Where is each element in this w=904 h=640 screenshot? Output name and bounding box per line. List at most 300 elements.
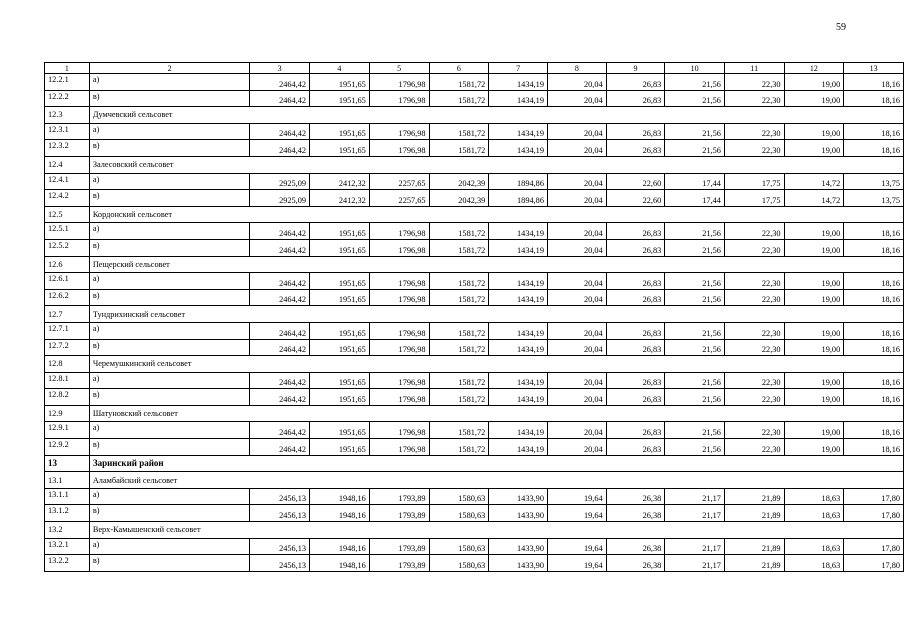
value-cell: 19,00 (784, 422, 844, 439)
section-row (45, 206, 904, 223)
value-cell: 13,75 (844, 190, 904, 207)
value-cell: 1434,19 (489, 322, 548, 339)
table-row (45, 488, 904, 505)
value-cell: 17,80 (844, 555, 904, 572)
value-cell: 1434,19 (489, 273, 548, 290)
value-cell: 1951,65 (310, 372, 370, 389)
table-row (45, 322, 904, 339)
value-cell: 1581,72 (429, 289, 489, 306)
row-code: 12.5.1 (45, 223, 90, 240)
section-row (45, 256, 904, 273)
value-cell: 1951,65 (310, 339, 370, 356)
row-code: 12.9 (45, 405, 90, 422)
value-cell: 1793,89 (369, 505, 429, 522)
table-row (45, 439, 904, 456)
row-label: в) (89, 389, 250, 406)
row-code: 12.7.2 (45, 339, 90, 356)
value-cell: 19,00 (784, 289, 844, 306)
value-cell: 2464,42 (250, 273, 310, 290)
row-code: 12.6.2 (45, 289, 90, 306)
value-cell: 26,38 (606, 505, 665, 522)
value-cell: 19,64 (547, 505, 606, 522)
value-cell: 1581,72 (429, 322, 489, 339)
value-cell: 22,60 (606, 173, 665, 190)
value-cell: 1951,65 (310, 90, 370, 107)
value-cell: 1951,65 (310, 239, 370, 256)
value-cell: 26,83 (606, 223, 665, 240)
row-label: а) (89, 123, 250, 140)
row-label: в) (89, 339, 250, 356)
table-row (45, 123, 904, 140)
value-cell: 21,56 (665, 239, 725, 256)
value-cell: 1796,98 (369, 74, 429, 91)
value-cell: 26,83 (606, 239, 665, 256)
value-cell: 1581,72 (429, 372, 489, 389)
value-cell: 20,04 (547, 273, 606, 290)
row-code: 12.9.2 (45, 439, 90, 456)
value-cell: 1948,16 (310, 538, 370, 555)
value-cell: 1951,65 (310, 140, 370, 157)
column-header: 7 (489, 63, 548, 74)
section-name: Аламбайский сельсовет (89, 472, 903, 489)
value-cell: 22,30 (724, 140, 784, 157)
value-cell: 20,04 (547, 239, 606, 256)
value-cell: 1581,72 (429, 422, 489, 439)
row-code: 12.7 (45, 306, 90, 323)
value-cell: 1581,72 (429, 273, 489, 290)
row-label: в) (89, 505, 250, 522)
value-cell: 21,56 (665, 289, 725, 306)
value-cell: 2464,42 (250, 74, 310, 91)
value-cell: 26,83 (606, 422, 665, 439)
value-cell: 18,16 (844, 123, 904, 140)
value-cell: 22,30 (724, 223, 784, 240)
value-cell: 1434,19 (489, 123, 548, 140)
value-cell: 19,00 (784, 339, 844, 356)
value-cell: 1951,65 (310, 439, 370, 456)
value-cell: 1434,19 (489, 74, 548, 91)
section-name: Черемушкинский сельсовет (89, 356, 903, 373)
value-cell: 13,75 (844, 173, 904, 190)
value-cell: 26,38 (606, 555, 665, 572)
column-header: 13 (844, 63, 904, 74)
value-cell: 1434,19 (489, 339, 548, 356)
value-cell: 2925,09 (250, 173, 310, 190)
value-cell: 1951,65 (310, 273, 370, 290)
value-cell: 18,16 (844, 289, 904, 306)
section-row (45, 472, 904, 489)
value-cell: 22,30 (724, 322, 784, 339)
row-code: 12.6 (45, 256, 90, 273)
value-cell: 1948,16 (310, 505, 370, 522)
value-cell: 20,04 (547, 123, 606, 140)
row-code: 13 (45, 455, 90, 472)
value-cell: 2412,32 (310, 190, 370, 207)
value-cell: 20,04 (547, 140, 606, 157)
column-header: 12 (784, 63, 844, 74)
value-cell: 21,56 (665, 339, 725, 356)
value-cell: 21,56 (665, 223, 725, 240)
value-cell: 1796,98 (369, 439, 429, 456)
value-cell: 1434,19 (489, 422, 548, 439)
value-cell: 1793,89 (369, 488, 429, 505)
value-cell: 26,83 (606, 123, 665, 140)
table-row (45, 90, 904, 107)
value-cell: 21,56 (665, 123, 725, 140)
value-cell: 18,16 (844, 322, 904, 339)
section-row (45, 405, 904, 422)
value-cell: 2464,42 (250, 339, 310, 356)
section-row (45, 306, 904, 323)
value-cell: 2412,32 (310, 173, 370, 190)
row-code: 12.8 (45, 356, 90, 373)
value-cell: 1581,72 (429, 140, 489, 157)
value-cell: 18,63 (784, 505, 844, 522)
section-row (45, 356, 904, 373)
row-code: 12.9.1 (45, 422, 90, 439)
row-code: 13.1.1 (45, 488, 90, 505)
row-code: 13.2 (45, 522, 90, 539)
value-cell: 2464,42 (250, 372, 310, 389)
section-name: Тундрихинский сельсовет (89, 306, 903, 323)
table-row (45, 140, 904, 157)
value-cell: 18,16 (844, 339, 904, 356)
value-cell: 1796,98 (369, 239, 429, 256)
value-cell: 1951,65 (310, 389, 370, 406)
value-cell: 19,00 (784, 439, 844, 456)
value-cell: 1793,89 (369, 555, 429, 572)
value-cell: 2456,13 (250, 488, 310, 505)
section-name: Кордонский сельсовет (89, 206, 903, 223)
column-header: 2 (89, 63, 250, 74)
tariff-table (44, 62, 904, 572)
value-cell: 21,56 (665, 140, 725, 157)
value-cell: 2042,39 (429, 190, 489, 207)
table-row (45, 372, 904, 389)
value-cell: 1796,98 (369, 90, 429, 107)
value-cell: 2464,42 (250, 439, 310, 456)
value-cell: 22,30 (724, 372, 784, 389)
value-cell: 17,44 (665, 173, 725, 190)
value-cell: 2464,42 (250, 389, 310, 406)
value-cell: 1434,19 (489, 439, 548, 456)
row-label: в) (89, 239, 250, 256)
column-header: 8 (547, 63, 606, 74)
value-cell: 2464,42 (250, 123, 310, 140)
value-cell: 21,89 (724, 538, 784, 555)
value-cell: 1951,65 (310, 322, 370, 339)
value-cell: 1951,65 (310, 74, 370, 91)
value-cell: 20,04 (547, 190, 606, 207)
value-cell: 2925,09 (250, 190, 310, 207)
value-cell: 22,30 (724, 90, 784, 107)
value-cell: 2042,39 (429, 173, 489, 190)
value-cell: 1951,65 (310, 422, 370, 439)
value-cell: 19,00 (784, 372, 844, 389)
value-cell: 1580,63 (429, 555, 489, 572)
value-cell: 21,17 (665, 555, 725, 572)
value-cell: 26,38 (606, 538, 665, 555)
value-cell: 21,56 (665, 74, 725, 91)
row-label: в) (89, 555, 250, 572)
value-cell: 20,04 (547, 389, 606, 406)
value-cell: 26,83 (606, 289, 665, 306)
row-label: в) (89, 289, 250, 306)
column-header: 10 (665, 63, 725, 74)
row-label: а) (89, 422, 250, 439)
value-cell: 1434,19 (489, 389, 548, 406)
value-cell: 1948,16 (310, 555, 370, 572)
row-label: в) (89, 90, 250, 107)
section-row (45, 522, 904, 539)
value-cell: 1796,98 (369, 273, 429, 290)
table-row (45, 538, 904, 555)
row-code: 12.7.1 (45, 322, 90, 339)
value-cell: 22,30 (724, 422, 784, 439)
value-cell: 20,04 (547, 339, 606, 356)
value-cell: 20,04 (547, 173, 606, 190)
value-cell: 21,56 (665, 389, 725, 406)
value-cell: 14,72 (784, 190, 844, 207)
value-cell: 1434,19 (489, 140, 548, 157)
value-cell: 1796,98 (369, 422, 429, 439)
table-row (45, 555, 904, 572)
value-cell: 22,30 (724, 273, 784, 290)
section-name: Шатуновский сельсовет (89, 405, 903, 422)
section-name: Верх-Камышенский сельсовет (89, 522, 903, 539)
value-cell: 14,72 (784, 173, 844, 190)
value-cell: 26,83 (606, 140, 665, 157)
value-cell: 22,30 (724, 439, 784, 456)
value-cell: 22,30 (724, 389, 784, 406)
district-row (45, 455, 904, 472)
value-cell: 18,16 (844, 239, 904, 256)
value-cell: 18,16 (844, 372, 904, 389)
row-code: 12.6.1 (45, 273, 90, 290)
value-cell: 2456,13 (250, 555, 310, 572)
value-cell: 19,00 (784, 322, 844, 339)
row-label: а) (89, 74, 250, 91)
value-cell: 1434,19 (489, 289, 548, 306)
column-header: 4 (310, 63, 370, 74)
value-cell: 1581,72 (429, 90, 489, 107)
value-cell: 21,56 (665, 90, 725, 107)
header-row (45, 63, 904, 74)
row-code: 12.8.2 (45, 389, 90, 406)
value-cell: 17,80 (844, 505, 904, 522)
value-cell: 2257,65 (369, 190, 429, 207)
section-row (45, 107, 904, 124)
value-cell: 20,04 (547, 422, 606, 439)
table-row (45, 289, 904, 306)
value-cell: 1581,72 (429, 123, 489, 140)
row-label: а) (89, 372, 250, 389)
row-label: а) (89, 173, 250, 190)
value-cell: 2464,42 (250, 239, 310, 256)
value-cell: 18,16 (844, 422, 904, 439)
value-cell: 26,83 (606, 90, 665, 107)
value-cell: 1581,72 (429, 239, 489, 256)
value-cell: 1951,65 (310, 223, 370, 240)
value-cell: 26,38 (606, 488, 665, 505)
row-label: а) (89, 488, 250, 505)
value-cell: 1951,65 (310, 289, 370, 306)
row-code: 13.1 (45, 472, 90, 489)
value-cell: 26,83 (606, 372, 665, 389)
value-cell: 26,83 (606, 273, 665, 290)
row-label: в) (89, 439, 250, 456)
column-header: 6 (429, 63, 489, 74)
value-cell: 20,04 (547, 289, 606, 306)
value-cell: 26,83 (606, 439, 665, 456)
value-cell: 2257,65 (369, 173, 429, 190)
value-cell: 18,63 (784, 555, 844, 572)
row-label: в) (89, 140, 250, 157)
value-cell: 1796,98 (369, 289, 429, 306)
value-cell: 26,83 (606, 74, 665, 91)
value-cell: 1433,90 (489, 538, 548, 555)
value-cell: 21,17 (665, 488, 725, 505)
value-cell: 1433,90 (489, 488, 548, 505)
value-cell: 2464,42 (250, 140, 310, 157)
value-cell: 17,80 (844, 538, 904, 555)
table-row (45, 173, 904, 190)
value-cell: 1581,72 (429, 74, 489, 91)
value-cell: 18,16 (844, 90, 904, 107)
value-cell: 1434,19 (489, 239, 548, 256)
value-cell: 19,00 (784, 140, 844, 157)
table-row (45, 505, 904, 522)
column-header: 5 (369, 63, 429, 74)
value-cell: 18,16 (844, 439, 904, 456)
value-cell: 17,80 (844, 488, 904, 505)
row-label: в) (89, 190, 250, 207)
value-cell: 21,56 (665, 372, 725, 389)
value-cell: 1796,98 (369, 322, 429, 339)
row-code: 12.2.1 (45, 74, 90, 91)
value-cell: 1796,98 (369, 389, 429, 406)
section-name: Залесовский сельсовет (89, 156, 903, 173)
value-cell: 18,16 (844, 140, 904, 157)
value-cell: 22,30 (724, 289, 784, 306)
value-cell: 21,56 (665, 422, 725, 439)
value-cell: 20,04 (547, 439, 606, 456)
value-cell: 22,30 (724, 239, 784, 256)
row-code: 12.5.2 (45, 239, 90, 256)
value-cell: 22,60 (606, 190, 665, 207)
value-cell: 20,04 (547, 74, 606, 91)
value-cell: 26,83 (606, 339, 665, 356)
value-cell: 18,16 (844, 389, 904, 406)
value-cell: 1796,98 (369, 223, 429, 240)
value-cell: 21,89 (724, 505, 784, 522)
value-cell: 21,56 (665, 439, 725, 456)
row-label: а) (89, 538, 250, 555)
value-cell: 19,00 (784, 90, 844, 107)
row-label: а) (89, 322, 250, 339)
value-cell: 2464,42 (250, 422, 310, 439)
table-row (45, 339, 904, 356)
section-name: Думчевский сельсовет (89, 107, 903, 124)
value-cell: 22,30 (724, 123, 784, 140)
row-code: 12.3.1 (45, 123, 90, 140)
value-cell: 1894,86 (489, 190, 548, 207)
row-code: 13.2.1 (45, 538, 90, 555)
table-row (45, 239, 904, 256)
value-cell: 2456,13 (250, 538, 310, 555)
column-header: 1 (45, 63, 90, 74)
column-header: 11 (724, 63, 784, 74)
row-code: 13.2.2 (45, 555, 90, 572)
value-cell: 21,17 (665, 505, 725, 522)
value-cell: 19,00 (784, 74, 844, 91)
column-header: 9 (606, 63, 665, 74)
value-cell: 19,64 (547, 488, 606, 505)
value-cell: 1581,72 (429, 439, 489, 456)
page-number: 59 (836, 22, 846, 33)
table-row (45, 223, 904, 240)
table-row (45, 273, 904, 290)
row-code: 12.4.1 (45, 173, 90, 190)
value-cell: 1434,19 (489, 223, 548, 240)
value-cell: 21,89 (724, 555, 784, 572)
value-cell: 1580,63 (429, 488, 489, 505)
value-cell: 18,63 (784, 538, 844, 555)
value-cell: 2464,42 (250, 289, 310, 306)
value-cell: 1433,90 (489, 505, 548, 522)
value-cell: 1433,90 (489, 555, 548, 572)
row-label: а) (89, 273, 250, 290)
value-cell: 19,64 (547, 538, 606, 555)
value-cell: 19,00 (784, 389, 844, 406)
value-cell: 19,64 (547, 555, 606, 572)
value-cell: 1796,98 (369, 140, 429, 157)
value-cell: 19,00 (784, 273, 844, 290)
row-label: а) (89, 223, 250, 240)
value-cell: 21,56 (665, 322, 725, 339)
row-code: 12.3.2 (45, 140, 90, 157)
value-cell: 17,44 (665, 190, 725, 207)
table-row (45, 74, 904, 91)
section-name: Пещерский сельсовет (89, 256, 903, 273)
value-cell: 2464,42 (250, 322, 310, 339)
value-cell: 1581,72 (429, 223, 489, 240)
value-cell: 1951,65 (310, 123, 370, 140)
value-cell: 17,75 (724, 173, 784, 190)
value-cell: 21,89 (724, 488, 784, 505)
value-cell: 1434,19 (489, 372, 548, 389)
value-cell: 20,04 (547, 223, 606, 240)
value-cell: 19,00 (784, 123, 844, 140)
row-code: 12.4 (45, 156, 90, 173)
column-header: 3 (250, 63, 310, 74)
value-cell: 1581,72 (429, 389, 489, 406)
row-code: 12.5 (45, 206, 90, 223)
value-cell: 1793,89 (369, 538, 429, 555)
value-cell: 20,04 (547, 322, 606, 339)
value-cell: 22,30 (724, 339, 784, 356)
value-cell: 26,83 (606, 322, 665, 339)
row-code: 13.1.2 (45, 505, 90, 522)
table-row (45, 422, 904, 439)
row-code: 12.2.2 (45, 90, 90, 107)
value-cell: 22,30 (724, 74, 784, 91)
value-cell: 19,00 (784, 223, 844, 240)
value-cell: 18,16 (844, 273, 904, 290)
value-cell: 1948,16 (310, 488, 370, 505)
value-cell: 19,00 (784, 239, 844, 256)
value-cell: 2456,13 (250, 505, 310, 522)
